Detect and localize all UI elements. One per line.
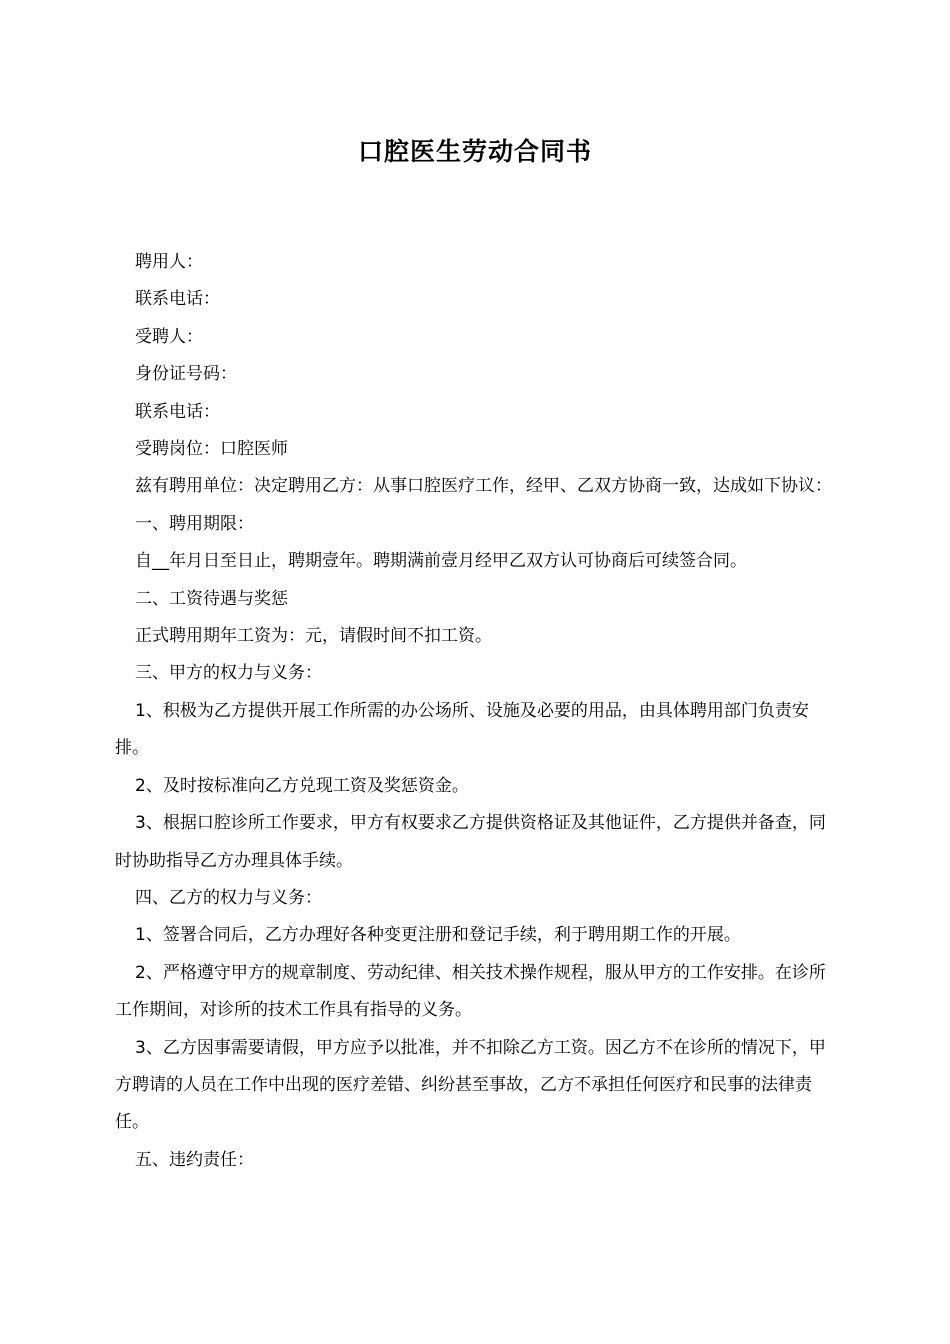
paragraph-position: 受聘岗位：口腔医师 <box>135 439 288 460</box>
section-heading-salary: 二、工资待遇与奖惩 <box>135 588 288 609</box>
paragraph-intro: 兹有聘用单位：决定聘用乙方：从事口腔医疗工作，经甲、乙双方协商一致，达成如下协议： <box>135 476 832 497</box>
paragraph-employer: 聘用人： <box>135 252 203 272</box>
paragraph-id-number: 身份证号码： <box>135 364 237 385</box>
paragraph-party-b-1: 1、签署合同后，乙方办理好各种变更注册和登记手续，利于聘用期工作的开展。 <box>135 925 741 946</box>
document-body <box>115 244 835 1179</box>
paragraph-party-b-2: 2、严格遵守甲方的规章制度、劳动纪律、相关技术操作规程，服从甲方的工作安排。在诊所工作期间，对诊所的技术工作具有指导的义务。 <box>115 962 826 1021</box>
document-title: 口腔医生劳动合同书 <box>357 137 592 166</box>
paragraph-salary: 正式聘用期年工资为：元，请假时间不扣工资。 <box>135 626 492 647</box>
paragraph-party-a-3: 3、根据口腔诊所工作要求，甲方有权要求乙方提供资格证及其他证件，乙方提供并备查，同时协助指导乙方办理具体手续。 <box>115 813 826 871</box>
paragraph-party-b-3: 3、乙方因事需要请假，甲方应予以批准，并不扣除乙方工资。因乙方不在诊所的情况下，甲方聘请的人员在工作中出现的医疗差错、纠纷甚至事故，乙方不承担任何医疗和民事的法律责任。 <box>115 1037 826 1133</box>
section-heading-liability: 五、违约责任： <box>135 1149 254 1170</box>
section-heading-party-b: 四、乙方的权力与义务： <box>135 887 322 908</box>
section-heading-party-a: 三、甲方的权力与义务： <box>135 663 322 684</box>
paragraph-employer-phone: 联系电话： <box>135 289 220 310</box>
section-heading-term: 一、聘用期限： <box>135 513 254 534</box>
paragraph-term: 自__年月日至日止，聘期壹年。聘期满前壹月经甲乙双方认可协商后可续签合同。 <box>135 551 747 572</box>
paragraph-employee-phone: 联系电话： <box>135 401 220 422</box>
paragraph-party-a-2: 2、及时按标准向乙方兑现工资及奖惩资金。 <box>135 775 469 796</box>
paragraph-employee: 受聘人： <box>135 326 203 347</box>
paragraph-party-a-1: 1、积极为乙方提供开展工作所需的办公场所、设施及必要的用品，由具体聘用部门负责安排。 <box>115 700 809 759</box>
